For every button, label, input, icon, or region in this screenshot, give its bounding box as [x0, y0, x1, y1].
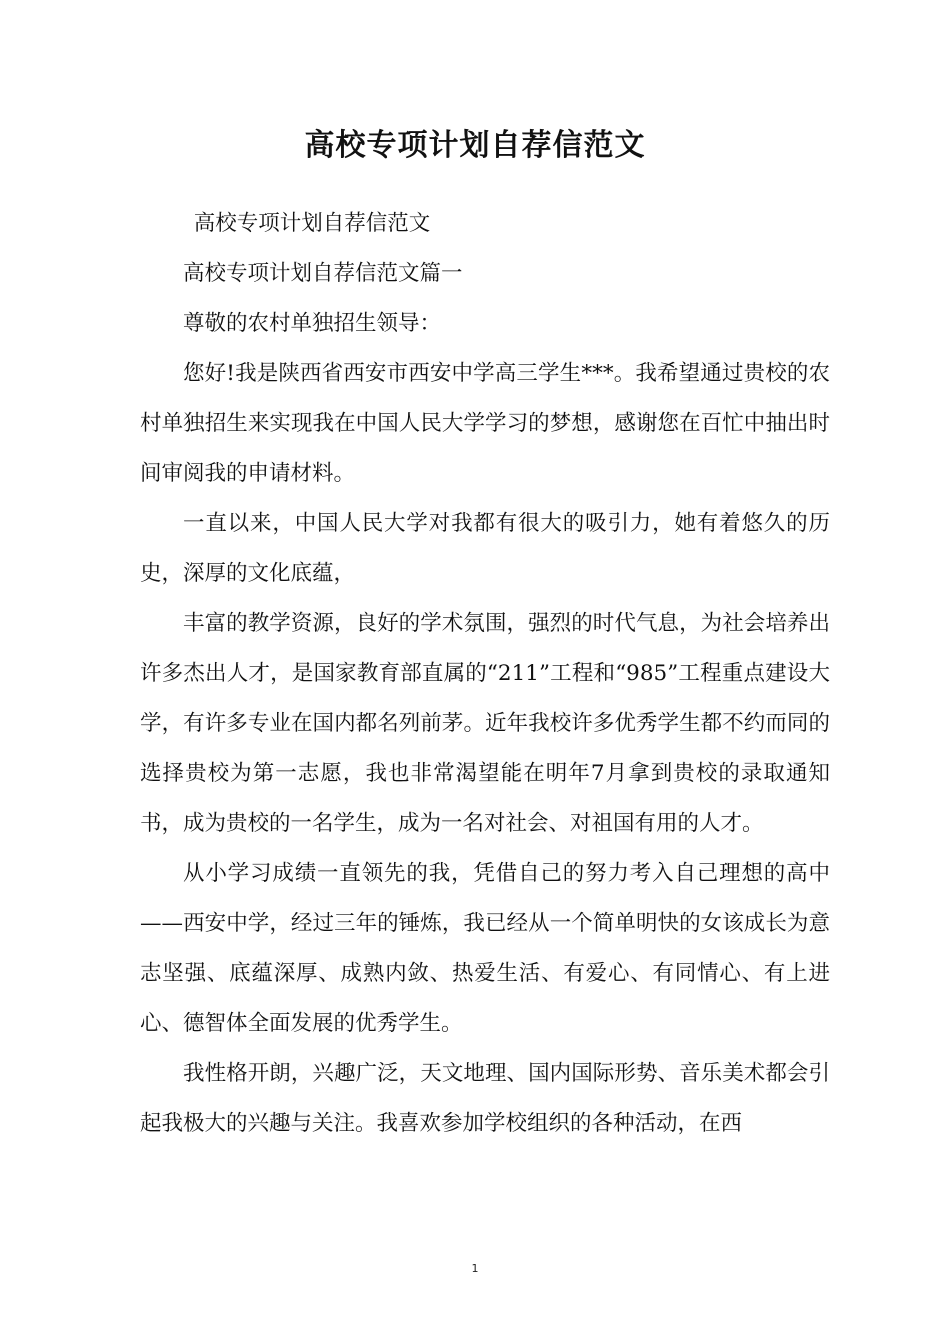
page-number: 1 — [471, 1262, 479, 1275]
paragraph-interests: 我性格开朗，兴趣广泛，天文地理、国内国际形势、音乐美术都会引起我极大的兴趣与关注。我喜欢参加学校组织的各种活动，在西 — [140, 1061, 830, 1136]
paragraph-personal-growth: 从小学习成绩一直领先的我，凭借自己的努力考入自己理想的高中——西安中学，经过三年的锤炼，我已经从一个简单明快的女该成长为意志坚强、底蕴深厚、成熟内敛、热爱生活、有爱心、有同情心、有上进心、德智体全面发展的优秀学生。 — [140, 861, 830, 1036]
paragraph-salutation: 尊敬的农村单独招生领导： — [183, 311, 442, 336]
document-body — [140, 199, 830, 1149]
paragraph-attraction: 一直以来，中国人民大学对我都有很大的吸引力，她有着悠久的历史，深厚的文化底蕴， — [140, 511, 830, 586]
paragraph-greeting: 您好!我是陕西省西安市西安中学高三学生***。我希望通过贵校的农村单独招生来实现我在中国人民大学学习的梦想，感谢您在百忙中抽出时间审阅我的申请材料。 — [140, 361, 830, 486]
paragraph-university-merits: 丰富的教学资源，良好的学术氛围，强烈的时代气息，为社会培养出许多杰出人才，是国家教育部直属的“211”工程和“985”工程重点建设大学，有许多专业在国内都名列前茅。近年我校许多优秀学生都不约而同的选择贵校为第一志愿，我也非常渴望能在明年7月拿到贵校的录取通知书，成为贵校的一名学生，成为一名对社会、对祖国有用的人才。 — [140, 611, 830, 836]
document-title: 高校专项计划自荐信范文 — [304, 128, 646, 163]
paragraph-section-heading: 高校专项计划自荐信范文篇一 — [183, 261, 463, 286]
paragraph-subtitle: 高校专项计划自荐信范文 — [193, 211, 431, 236]
